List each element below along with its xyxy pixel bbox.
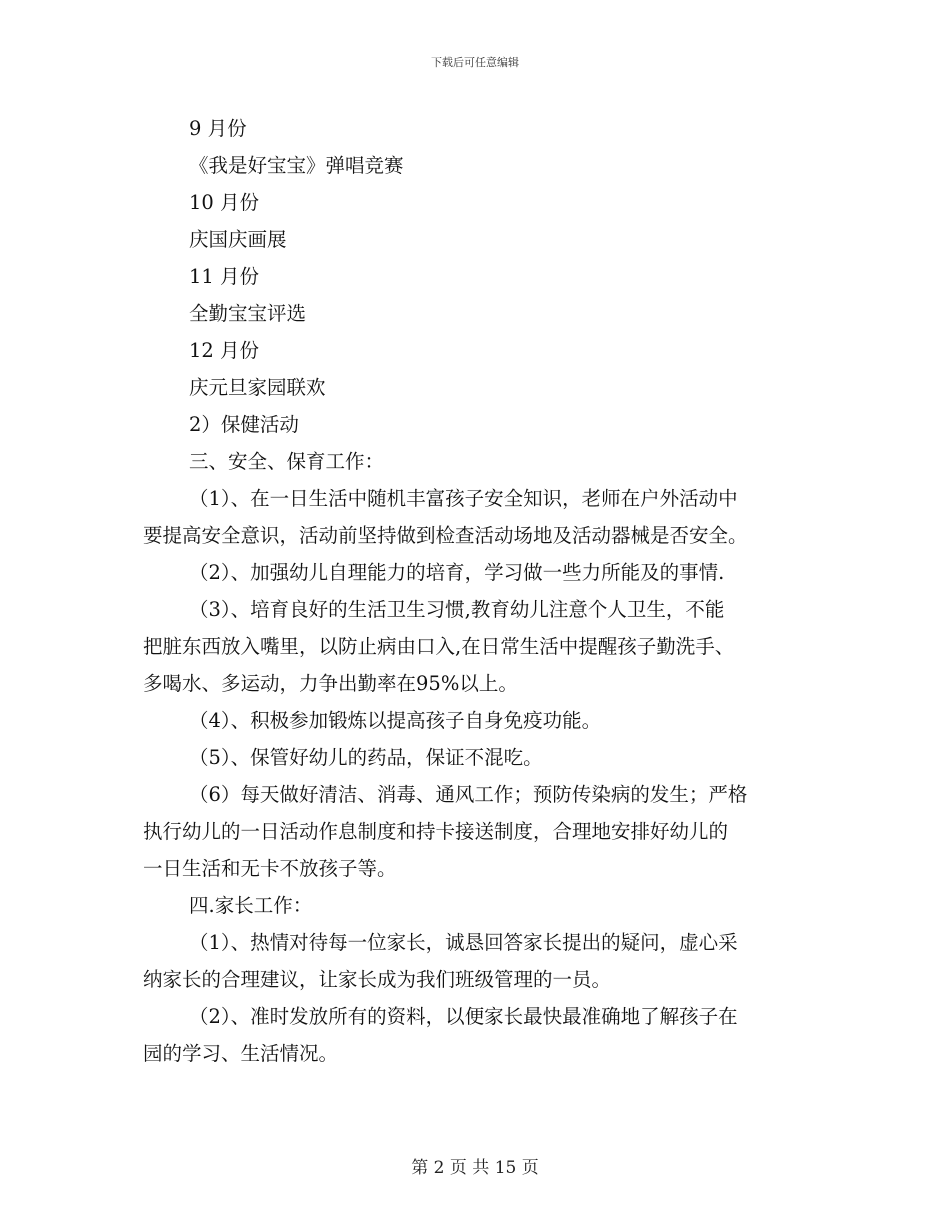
paragraph-line: （2）、准时发放所有的资料，以便家长最快最准确地了解孩子在 xyxy=(189,1005,738,1028)
paragraph-line: 要提高安全意识，活动前坚持做到检查活动场地及活动器械是否安全。 xyxy=(143,524,748,547)
paragraph-line: 纳家长的合理建议，让家长成为我们班级管理的一员。 xyxy=(143,968,612,991)
document-body xyxy=(143,110,823,1072)
paragraph-line: 庆国庆画展 xyxy=(189,228,287,251)
paragraph-line: （1）、热情对待每一位家长，诚恳回答家长提出的疑问，虚心采 xyxy=(189,931,738,954)
paragraph-line: 全勤宝宝评选 xyxy=(189,302,307,325)
paragraph-line: 一日生活和无卡不放孩子等。 xyxy=(143,857,397,880)
paragraph-line: （2）、加强幼儿自理能力的培育，学习做一些力所能及的事情. xyxy=(189,561,725,584)
paragraph-line: （3）、培育良好的生活卫生习惯,教育幼儿注意个人卫生，不能 xyxy=(189,598,725,621)
paragraph-line: 把脏东西放入嘴里，以防止病由口入,在日常生活中提醒孩子勤洗手、 xyxy=(143,635,735,658)
paragraph-line: 园的学习、生活情况。 xyxy=(143,1042,339,1065)
paragraph-line: 多喝水、多运动，力争出勤率在95%以上。 xyxy=(143,672,518,695)
paragraph-line: （1）、在一日生活中随机丰富孩子安全知识，老师在户外活动中 xyxy=(189,487,738,510)
paragraph-line: 庆元旦家园联欢 xyxy=(189,376,326,399)
paragraph-line: （5）、保管好幼儿的药品，保证不混吃。 xyxy=(189,746,543,769)
paragraph-line: 执行幼儿的一日活动作息制度和持卡接送制度，合理地安排好幼儿的 xyxy=(143,820,729,843)
section-heading: 2）保健活动 xyxy=(189,413,299,436)
paragraph-line: 《我是好宝宝》弹唱竞赛 xyxy=(189,154,404,177)
paragraph-line: 11 月份 xyxy=(189,265,260,288)
page-number-footer: 第 2 页 共 15 页 xyxy=(411,1158,539,1178)
section-heading: 三、安全、保育工作： xyxy=(189,450,385,473)
page-header-note: 下载后可任意编辑 xyxy=(431,56,519,69)
section-heading: 四.家长工作： xyxy=(189,894,313,917)
paragraph-line: （4）、积极参加锻炼以提高孩子自身免疫功能。 xyxy=(189,709,602,732)
paragraph-line: 9 月份 xyxy=(189,117,247,140)
paragraph-line: （6）每天做好清洁、消毒、通风工作；预防传染病的发生；严格 xyxy=(189,783,748,806)
paragraph-line: 10 月份 xyxy=(189,191,260,214)
paragraph-line: 12 月份 xyxy=(189,339,260,362)
